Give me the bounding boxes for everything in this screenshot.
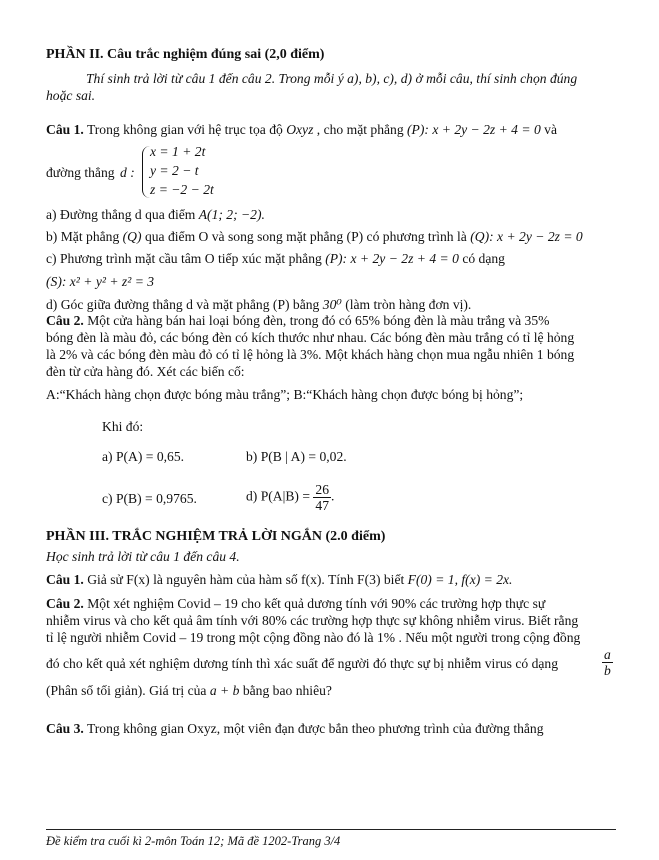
p2-q1-line-name: d : bbox=[120, 165, 135, 180]
p2-q2-line1-text: Một cửa hàng bán hai loại bóng đèn, trong đó có 65% bóng đèn là màu trắng và 35% bbox=[87, 313, 550, 328]
p3-q2-line3: tỉ lệ người nhiễm Covid – 19 trong một cộng đồng nào đó là 1% . Nếu một người trong cộng đồng bbox=[46, 630, 581, 645]
part2-title: PHẦN II. Câu trắc nghiệm đúng sai (2,0 điểm) bbox=[46, 47, 325, 62]
footer-divider bbox=[46, 829, 616, 830]
p2-q1-line-intro: đường thẳng bbox=[46, 165, 115, 180]
p2-q1-a-point: A(1; 2; −2). bbox=[198, 207, 265, 222]
p2-q1-eq1: x = 1 + 2t bbox=[150, 144, 206, 159]
p2-q1-d-text: d) Góc giữa đường thẳng d và mặt phẳng (P) bằng bbox=[46, 297, 320, 312]
p2-q1-label: Câu 1. bbox=[46, 122, 84, 137]
p2-q2-events: A:“Khách hàng chọn được bóng màu trắng”; B:“Khách hàng chọn được bóng bị hỏng”; bbox=[46, 387, 524, 402]
p2-q2-d-den: 47 bbox=[315, 498, 330, 513]
p2-q2-khi-do: Khi đó: bbox=[102, 419, 144, 434]
p2-q1-oxyz: Oxyz bbox=[286, 122, 314, 137]
p3-q2-line5-a: (Phân số tối giản). Giá trị của bbox=[46, 683, 207, 698]
p2-q2-d-num: 26 bbox=[315, 482, 330, 497]
p2-q1-line-system bbox=[46, 146, 616, 202]
p2-q1-option-c bbox=[46, 250, 616, 267]
p2-q2-d-fraction bbox=[313, 482, 331, 513]
p2-q1-stem bbox=[46, 121, 616, 138]
p2-q1-c-plane: (P): x + 2y − 2z + 4 = 0 bbox=[325, 251, 459, 266]
p3-q2-line4 bbox=[46, 647, 616, 687]
p2-q1-c-text2: có dạng bbox=[462, 251, 505, 266]
p2-q1-text1: Trong không gian với hệ trục tọa độ bbox=[86, 122, 283, 137]
p3-q3 bbox=[46, 720, 616, 737]
p2-q1-text2: , cho mặt phẳng bbox=[316, 122, 404, 137]
p2-q1-plane: (P): x + 2y − 2z + 4 = 0 bbox=[407, 122, 541, 137]
p3-q2-line1 bbox=[46, 595, 616, 612]
p2-q2-option-d bbox=[246, 482, 446, 513]
p2-q2-line3: là 2% và các bóng đèn màu đỏ có tỉ lệ hỏng là 3%. Một khách hàng chọn mua ngẫu nhiên 1 bóng bbox=[46, 347, 575, 362]
page-footer: Đề kiểm tra cuối kì 2-môn Toán 12; Mã đề 1202-Trang 3/4 bbox=[46, 834, 341, 848]
p3-q2-line5-math: a + b bbox=[209, 683, 240, 698]
p3-q2-line1-text: Một xét nghiệm Covid – 19 cho kết quả dương tính với 90% các trường hợp thực sự bbox=[87, 596, 546, 611]
part2-instruction-line2: hoặc sai. bbox=[46, 88, 96, 103]
p2-q1-a-text: a) Đường thẳng d qua điểm bbox=[46, 207, 196, 222]
p3-q2-frac-den: b bbox=[604, 663, 611, 678]
p2-q1-c-text1: c) Phương trình mặt cầu tâm O tiếp xúc mặt phẳng bbox=[46, 251, 322, 266]
part2-instruction-line1: Thí sinh trả lời từ câu 1 đến câu 2. Trong mỗi ý a), b), c), d) ở mỗi câu, thí sinh chọn đúng bbox=[86, 71, 578, 86]
p2-q1-option-a bbox=[46, 206, 616, 223]
p3-q2-fraction bbox=[602, 647, 613, 678]
p2-q2-d-prefix: d) P(A|B) = bbox=[246, 488, 311, 504]
part3-title: PHẦN III. TRẮC NGHIỆM TRẢ LỜI NGẮN (2.0 điểm) bbox=[46, 529, 386, 544]
p2-q1-b-text1: b) Mặt phẳng bbox=[46, 229, 120, 244]
p3-q3-label: Câu 3. bbox=[46, 721, 84, 736]
p2-q1-eq3: z = −2 − 2t bbox=[150, 182, 214, 197]
p3-q2-line5 bbox=[46, 682, 616, 699]
part2-instruction bbox=[46, 70, 616, 87]
p3-q2-label: Câu 2. bbox=[46, 596, 84, 611]
p2-q1-equations bbox=[150, 142, 214, 199]
p2-q2-line1 bbox=[46, 312, 616, 329]
p3-q2-line2: nhiễm virus và cho kết quả âm tính với 80% các trường hợp thực sự không nhiễm virus. Biết rằng bbox=[46, 613, 579, 628]
part3-instruction: Học sinh trả lời từ câu 1 đến câu 4. bbox=[46, 549, 240, 564]
p2-q1-eq2: y = 2 − t bbox=[150, 163, 199, 178]
p2-q1-b-eq: (Q): x + 2y − 2z = 0 bbox=[470, 229, 583, 244]
p2-q1-option-d bbox=[46, 296, 616, 313]
p2-q2-option-a: a) P(A) = 0,65. bbox=[102, 449, 185, 464]
p2-q1-b-q: (Q) bbox=[122, 229, 142, 244]
p3-q2-line5-b: bằng bao nhiêu? bbox=[242, 683, 332, 698]
p2-q1-c-equation: (S): x² + y² + z² = 3 bbox=[46, 274, 155, 289]
p2-q2-line2: bóng đèn là màu đỏ, các bóng đèn có kích thước như nhau. Các bóng đèn màu trắng có tỉ lệ hỏng bbox=[46, 330, 575, 345]
p2-q1-d-text2: (làm tròn hàng đơn vị). bbox=[345, 297, 472, 312]
p3-q3-text: Trong không gian Oxyz, một viên đạn được bắn theo phương trình của đường thẳng bbox=[86, 721, 544, 736]
p3-q1-text: Giả sử F(x) là nguyên hàm của hàm số f(x). Tính F(3) biết bbox=[87, 572, 405, 587]
p3-q1 bbox=[46, 571, 616, 588]
p2-q2-option-b: b) P(B | A) = 0,02. bbox=[246, 449, 347, 464]
p3-q2-line4-text: đó cho kết quả xét nghiệm dương tính thì xác suất để người đó thực sự bị nhiễm virus có dạng bbox=[46, 656, 558, 671]
p2-q2-d-suffix: . bbox=[331, 488, 335, 504]
p2-q1-b-text2: qua điểm O và song song mặt phẳng (P) có phương trình là bbox=[144, 229, 467, 244]
p3-q1-math: F(0) = 1, f(x) = 2x. bbox=[407, 572, 513, 587]
p2-q1-option-b bbox=[46, 228, 616, 245]
p2-q1-text3: và bbox=[544, 122, 557, 137]
p2-q2-label: Câu 2. bbox=[46, 313, 84, 328]
p2-q2-option-c: c) P(B) = 0,9765. bbox=[102, 491, 197, 506]
p2-q2-line4: đèn từ cửa hàng đó. Xét các biến cố: bbox=[46, 364, 245, 379]
p2-q1-d-angle: 30⁰ bbox=[322, 297, 342, 312]
p3-q1-label: Câu 1. bbox=[46, 572, 84, 587]
p3-q2-frac-num: a bbox=[604, 647, 611, 662]
